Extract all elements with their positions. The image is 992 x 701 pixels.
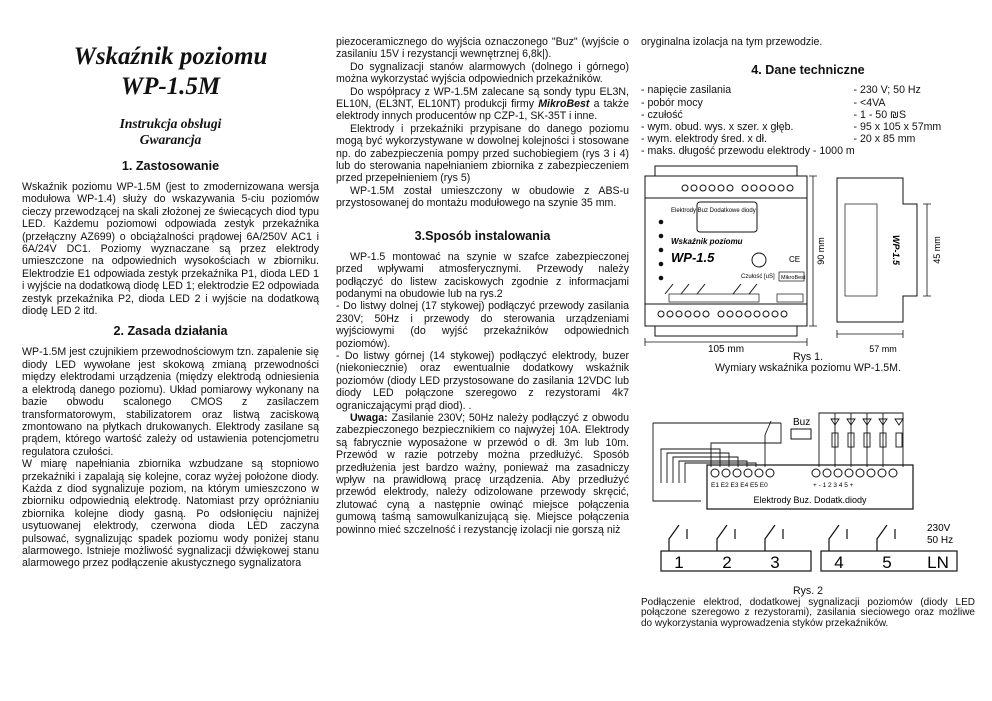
fig1-sens-label: Czułość [uS] <box>741 273 775 280</box>
relay-contacts <box>669 525 895 551</box>
paragraph: WP-1.5 montować na szynie w szafce zabezpieczonej przed wpływami atmosferycznymi. Przewody należy podłączyć do listew zaciskowych zgodnie z informacjami podanymi na obudowie lub na rys.2 <box>336 250 629 300</box>
section-heading-4: 4. Dane techniczne <box>751 63 865 78</box>
paragraph: WP-1.5M został umieszczony w obudowie z ABS-u przystosowanej do montażu modułowego na szynie 35 mm. <box>336 184 629 210</box>
doc-subtitle-line2: Gwarancja <box>139 132 202 147</box>
fig1-logo: MikroBest <box>781 274 806 281</box>
relay-number: 5 <box>882 553 892 573</box>
section-heading-2: 2. Zasada działania <box>113 324 228 339</box>
paragraph: piezoceramicznego do wyjścia oznaczonego "Buz" (wyjście o zasilaniu 15V i rezystancji wewnętrznej 6,8k|). <box>336 36 629 61</box>
relay-numbers <box>674 553 891 572</box>
sensitivity-knob <box>752 253 766 267</box>
strip-terminals <box>711 469 897 477</box>
spec-row <box>641 109 975 121</box>
section-heading-1: 1. Zastosowanie <box>121 159 220 173</box>
fig1-side-model: WP-1.5 <box>891 234 901 265</box>
paragraph: Wskaźnik poziomu WP-1.5M (jest to zmodernizowana wersja modułowa WP-1.4) służy do wskazywania 5-ciu poziomów cieczy przewodzącej na skali złożonej ze świecących diod typu LED. Każdemu poziomowi odpowiada zestyk przekaźnika (przełączny AZ699) o obciążalności prądowej 6A/250V AC1 i 6A/24V DC1. Poziomy wyznaczane są przez elektrody umieszczone na odpowiednich wysokościach w zbiorniku. Elektrodzie E1 odpowiada zestyk przekaźnika P1, dioda LED 1 i wyjście na dodatkową diodę LED 1; elektrodzie E2 odpowiada zestyk przekaźnika P2, dioda LED 2 i wyjście na dodatkową diodę LED 2 itd. <box>22 181 319 318</box>
spec-label: - wym. elektrody śred. x dł. <box>641 133 767 146</box>
fig2-buz-label: Buz <box>793 417 811 429</box>
fig2-strip-labels: Elektrody Buz. Dodatk.diody <box>753 495 867 506</box>
doc-title-line2: WP-1.5M <box>120 73 221 100</box>
paragraph: oryginalna izolacja na tym przewodzie. <box>641 36 823 48</box>
spec-label: - wym. obud. wys. x szer. x głęb. <box>641 121 794 134</box>
electrode-wires <box>653 421 781 501</box>
paragraph <box>336 86 629 123</box>
spec-value: - 20 x 85 mm <box>853 133 916 146</box>
text-run: Zasilanie 230V; 50Hz należy podłączyć z obwodu zabezpieczonego bezpiecznikiem co najwyżej 10A. Elektrody są fabrycznie wyposażone w przewód o dł. 3m lub 10m. Przewód w razie potrzeby można przedłużyć. Sposób przedłużenia jest bardzo ważny, ponieważ ma zasadniczy wpływ na prawidłową pracę urządzenia. Aby przedłużyć przewód elektrody, należy odizolowane przewody skręcić, zlutować cyną a następnie owinąć miejsce połączenia gumową taśmą samowulkanizującą się. Miejsce połączenia powinno mieć szczelność i rezystancję izolacji nie gorszą niż <box>336 411 629 536</box>
fig1-caption-2: Wymiary wskaźnika poziomu WP-1.5M. <box>715 362 901 375</box>
warning-label: Uwaga: <box>350 411 388 424</box>
fig2-caption-2: Podłączenie elektrod, dodatkowej sygnalizacji poziomów (diody LED połączone szeregowo z rezystorami), zasilania sieciowego oraz możliwe do wykorzystania wyprowadzenia styków przekaźników. <box>641 596 975 629</box>
fig2-caption-1: Rys. 2 <box>792 585 824 598</box>
spec-table <box>641 84 975 145</box>
column-2 <box>336 36 629 536</box>
side-view-housing <box>837 178 917 322</box>
spec-value: - 1 - 50 ₪S <box>853 108 907 121</box>
column-3 <box>641 36 975 629</box>
spec-value: - 230 V; 50 Hz <box>853 84 921 97</box>
spec-value: - <4VA <box>853 96 886 109</box>
fig2-frequency: 50 Hz <box>927 535 954 547</box>
spec-row <box>641 84 975 96</box>
fig2-voltage: 230V <box>927 523 951 535</box>
fig1-top-labels: Elektrody Buz Dodatkowe diody <box>671 207 756 214</box>
fig1-model: WP-1.5 <box>671 249 715 265</box>
fig1-height-label: 90 mm <box>816 237 826 265</box>
relay-symbols <box>665 284 803 302</box>
fig1-ce: CE <box>789 254 801 264</box>
fig2-led-terms: + - 1 2 3 4 5 + <box>813 482 854 490</box>
fig2-ln-label: LN <box>927 553 949 573</box>
spec-row <box>641 121 975 133</box>
led-ladder <box>819 413 903 467</box>
paragraph: - Do listwy górnej (14 stykowej) podłączyć elektrody, buzer (niekoniecznie) oraz ewentualnie dodatkowy wskaźnik poziomów (diody LED przystosowane do zasilania 12VDC lub diody LED połączone szeregowo z rezystorami 4k7 ograniczającymi prąd diod). . <box>336 349 629 412</box>
paragraph: Elektrody i przekaźniki przypisane do danego poziomu mogą być wykorzystywane w dowolnej kolejności i stosowane np. do zabezpieczenia pompy przed suchobiegiem (rys 3 i 4) lub do sterowania napełnianiem zbiornika z zabezpieczeniem przed przepełnieniem (rys 5) <box>336 122 629 185</box>
relay-number: 4 <box>834 553 844 573</box>
relay-number: 3 <box>770 553 780 573</box>
fig1-width-label: 105 mm <box>707 343 745 354</box>
figure-2-wiring <box>641 383 975 588</box>
paragraph: WP-1.5M jest czujnikiem przewodnościowym tzn. zapalenie się diody LED wywołane jest skokową zmianą przewodności między elektrodami urządzenia (między elektrodą odniesienia a elektrodą danego poziomu). Układ pomiarowy wykonany na bazie obwodu scalonego CMOS z zasilaczem transformatorowym, stabilizatorem oraz listwą zaciskową zmontowano na płytkach drukowanych. Elektrody zasilane są prądem, którego wartość zależy od ustawienia potencjometru regulatora czułości. <box>22 346 319 458</box>
spec-label: - pobór mocy <box>641 96 703 109</box>
doc-title-line1: Wskaźnik poziomu <box>73 43 268 70</box>
fig1-brand: Wskaźnik poziomu <box>671 236 743 246</box>
paragraph <box>336 412 629 536</box>
text-run: Do współpracy z WP-1.5M zalecane są sondy typu EL3N, EL10N, (EL3NT, EL10NT) produkcji firmy <box>336 85 629 111</box>
fig1-caption-1: Rys 1. <box>792 350 824 363</box>
fig2-electrode-terms: E1 E2 E3 E4 E5 E0 <box>711 482 768 490</box>
doc-subtitle-line1: Instrukcja obsługi <box>119 116 222 131</box>
section-heading-3: 3.Sposób instalowania <box>414 228 551 243</box>
brand-name: MikroBest <box>538 98 590 111</box>
fig1-side-height-label: 45 mm <box>932 236 942 264</box>
relay-number: 1 <box>674 553 684 573</box>
spec-row <box>641 97 975 109</box>
relay-number: 2 <box>722 553 732 573</box>
spec-value: - 95 x 105 x 57mm <box>853 121 942 134</box>
led-column <box>659 220 664 281</box>
paragraph: W miarę napełniania zbiornika wzbudzane są stopniowo przekaźniki i zapalają się kolejne, coraz wyżej położone diody. Każda z diod sygnalizuje poziom, na którym umieszczono w zbiorniku odpowiednią elektrodę. Natomiast przy opróżnianiu zbiornika kolejne diody gasną. Po odsłonięciu najniżej usytuowanej elektrody, czerwona dioda LED zaczyna pulsować, sygnalizując spadek poziomu wody poniżej stanu alarmowego. Istnieje możliwość sygnalizacji dźwiękowej stanu alarmowego przez podłączenie akustycznego sygnalizatora <box>22 458 319 570</box>
spec-last-row: - maks. długość przewodu elektrody - 1000 m <box>641 145 855 158</box>
figure-1-dimensions <box>641 164 975 354</box>
column-1 <box>22 36 319 570</box>
spec-label: - napięcie zasilania <box>641 84 732 97</box>
text-run: a także elektrody innych producentów np CZP-1, SK-35T i inne. <box>336 98 629 123</box>
paragraph: - Do listwy dolnej (17 stykowej) podłączyć przewody zasilania 230V; 50Hz i przewody do sterowania urządzeniami wyjściowymi (do wyjść przekaźników odpowiednich poziomów). <box>336 300 629 350</box>
top-terminals <box>682 185 793 191</box>
paragraph: Do sygnalizacji stanów alarmowych (dolnego i górnego) można wykorzystać wyjścia odpowiednich przekaźników. <box>336 60 629 86</box>
bottom-terminals <box>658 311 787 317</box>
spec-row <box>641 133 975 145</box>
fig1-depth-label: 57 mm <box>869 343 897 354</box>
spec-label: - czułość <box>641 108 683 121</box>
